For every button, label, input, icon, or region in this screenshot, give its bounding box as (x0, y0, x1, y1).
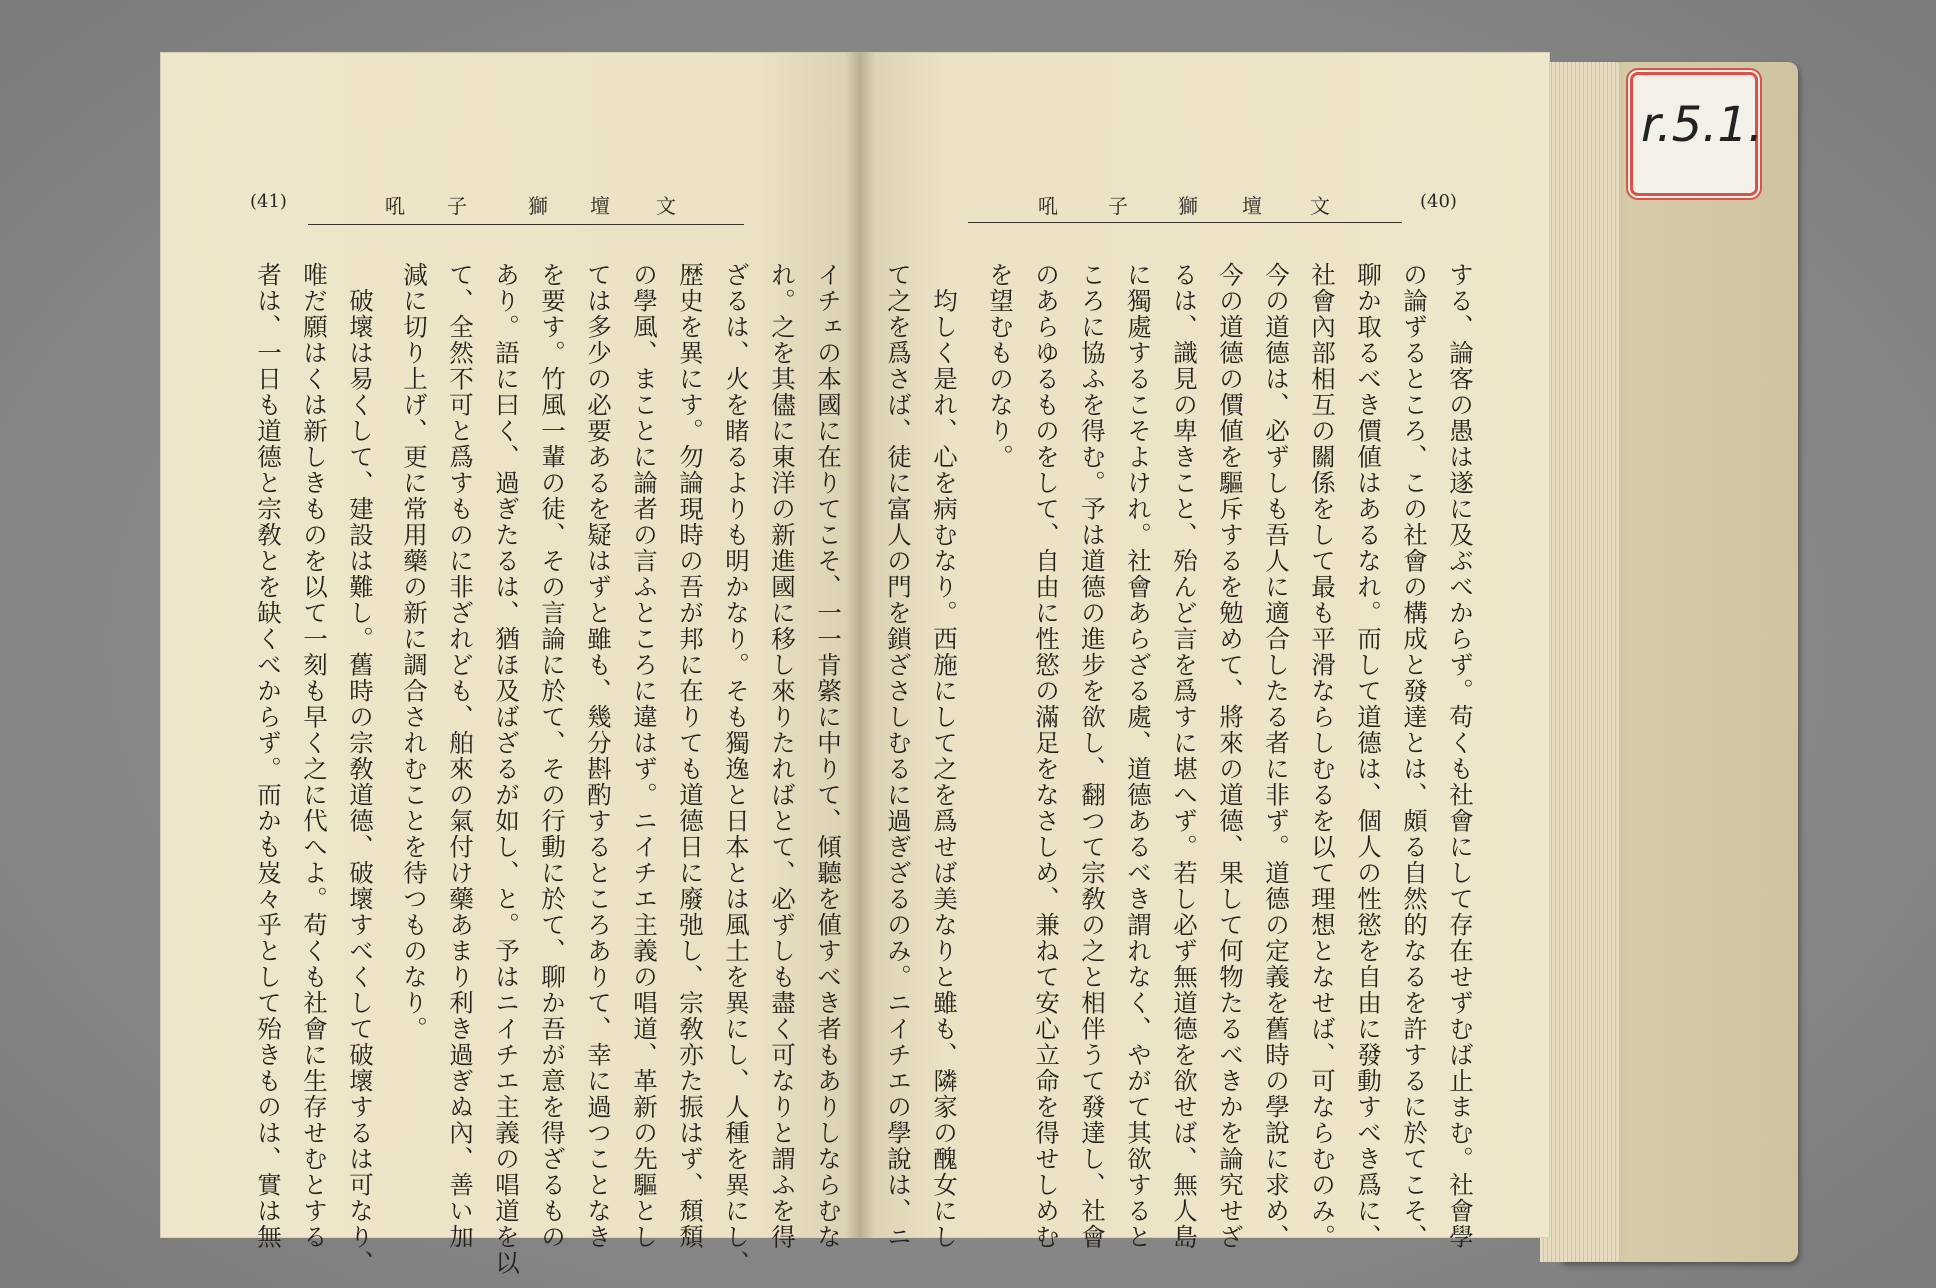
right-text-column: 社會內部相互の關係をして最も平滑ならしむるを以て理想となせば、可ならむのみ。 (1308, 262, 1337, 1250)
right-text-column: 均しく是れ、心を病むなり。西施にして之を爲せば美なりと雖も、隣家の醜女にし (930, 288, 959, 1250)
left-text-column: ては多少の必要あるを疑はずと雖も、幾分斟酌するところありて、幸に過つことなき (584, 262, 613, 1250)
right-page-number: (40) (1420, 191, 1457, 212)
left-page-number: (41) (250, 191, 287, 212)
left-text-column: 歴史を異にす。勿論現時の吾が邦に在りても道德日に廢弛し、宗敎亦た振はず、頹頽 (676, 262, 705, 1250)
left-title-char-4: 壇 (590, 194, 610, 218)
right-text-column: のあらゆるものをして、自由に性慾の滿足をなさしめ、兼ねて安心立命を得せしめむ (1032, 262, 1061, 1250)
right-text-column: るは、識見の卑きこと、殆んど言を爲すに堪へず。若し必ず無道德を欲せば、無人島 (1170, 262, 1199, 1250)
left-title-char-5: 文 (656, 194, 676, 218)
right-text-column: を望むものなり。 (986, 262, 1015, 470)
right-text-column: に獨處するこそよけれ。社會あらざる處、道德あるべき謂れなく、やがて其欲すると (1124, 262, 1153, 1250)
left-text-column: 減に切り上げ、更に常用藥の新に調合されむことを待つものなり。 (400, 262, 429, 1042)
right-title-char-1: 吼 (1038, 194, 1058, 218)
left-text-column: あり。語に曰く、過ぎたるは、猶ほ及ばざるが如し、と。予はニイチエ主義の唱道を以 (492, 262, 521, 1276)
left-title-char-3: 獅 (528, 194, 548, 218)
left-text-column: 破壞は易くして、建設は難し。舊時の宗敎道德、破壞すべくして破壞するは可なり、 (346, 288, 375, 1276)
left-header-rule (308, 224, 744, 225)
right-text-column: て之を爲さば、徒に富人の門を鎖ざさしむるに過ぎざるのみ。ニイチエの學說は、ニ (884, 262, 913, 1250)
right-text-column: する、論客の愚は遂に及ぶべからず。苟くも社會にして存在せずむば止まむ。社會學 (1446, 262, 1475, 1250)
right-title-char-2: 子 (1108, 194, 1128, 218)
page-edges (1540, 62, 1620, 1262)
call-number-label (1630, 72, 1764, 196)
left-text-column: て、全然不可と爲すものに非ざれども、舶來の氣付け藥あまり利き過ぎぬ內、善い加 (446, 262, 475, 1250)
left-text-column: の學風、まことに論者の言ふところに違はず。ニイチエ主義の唱道、革新の先驅とし (630, 262, 659, 1250)
left-text-column: 者は、一日も道德と宗敎とを缺くべからず。而かも岌々乎として殆きものは、實は無 (254, 262, 283, 1250)
right-text-column: 今の道德の價値を驅斥するを勉めて、將來の道德、果して何物たるべきかを論究せざ (1216, 262, 1245, 1250)
right-header-rule (968, 222, 1402, 223)
right-text-column: ころに協ふを得む。予は道德の進步を欲し、翻つて宗敎の之と相伴うて發達し、社會 (1078, 262, 1107, 1250)
right-title-char-4: 壇 (1242, 194, 1262, 218)
right-text-column: 聊か取るべき價値はあるなれ。而して道德は、個人の性慾を自由に發動すべき爲に、 (1354, 262, 1383, 1250)
left-text-column: ざるは、火を睹るよりも明かなり。そも獨逸と日本とは風土を異にし、人種を異にし、 (722, 262, 751, 1276)
right-text-column: の論ずるところ、この社會の構成と發達とは、頗る自然的なるを許するに於てこそ、 (1400, 262, 1429, 1250)
call-number-text: r.5.1. (1641, 97, 1764, 153)
right-title-char-3: 獅 (1178, 194, 1198, 218)
right-title-char-5: 文 (1310, 194, 1330, 218)
left-title-char-2: 子 (447, 194, 467, 218)
left-text-column: 唯だ願はくは新しきものを以て一刻も早く之に代へよ。苟くも社會に生存せむとする (300, 262, 329, 1250)
left-text-column: れ。之を其儘に東洋の新進國に移し來りたればとて、必ずしも盡く可なりと謂ふを得 (768, 262, 797, 1250)
book-gutter (845, 52, 875, 1238)
left-text-column: イチェの本國に在りてこそ、一一肯綮に中りて、傾聽を値すべき者もありしならむな (814, 262, 843, 1250)
left-title-char-1: 吼 (385, 194, 405, 218)
right-text-column: 今の道德は、必ずしも吾人に適合したる者に非ず。道德の定義を舊時の學說に求め、 (1262, 262, 1291, 1250)
left-text-column: を要す。竹風一輩の徒、その言論に於て、その行動に於て、聊か吾が意を得ざるもの (538, 262, 567, 1250)
